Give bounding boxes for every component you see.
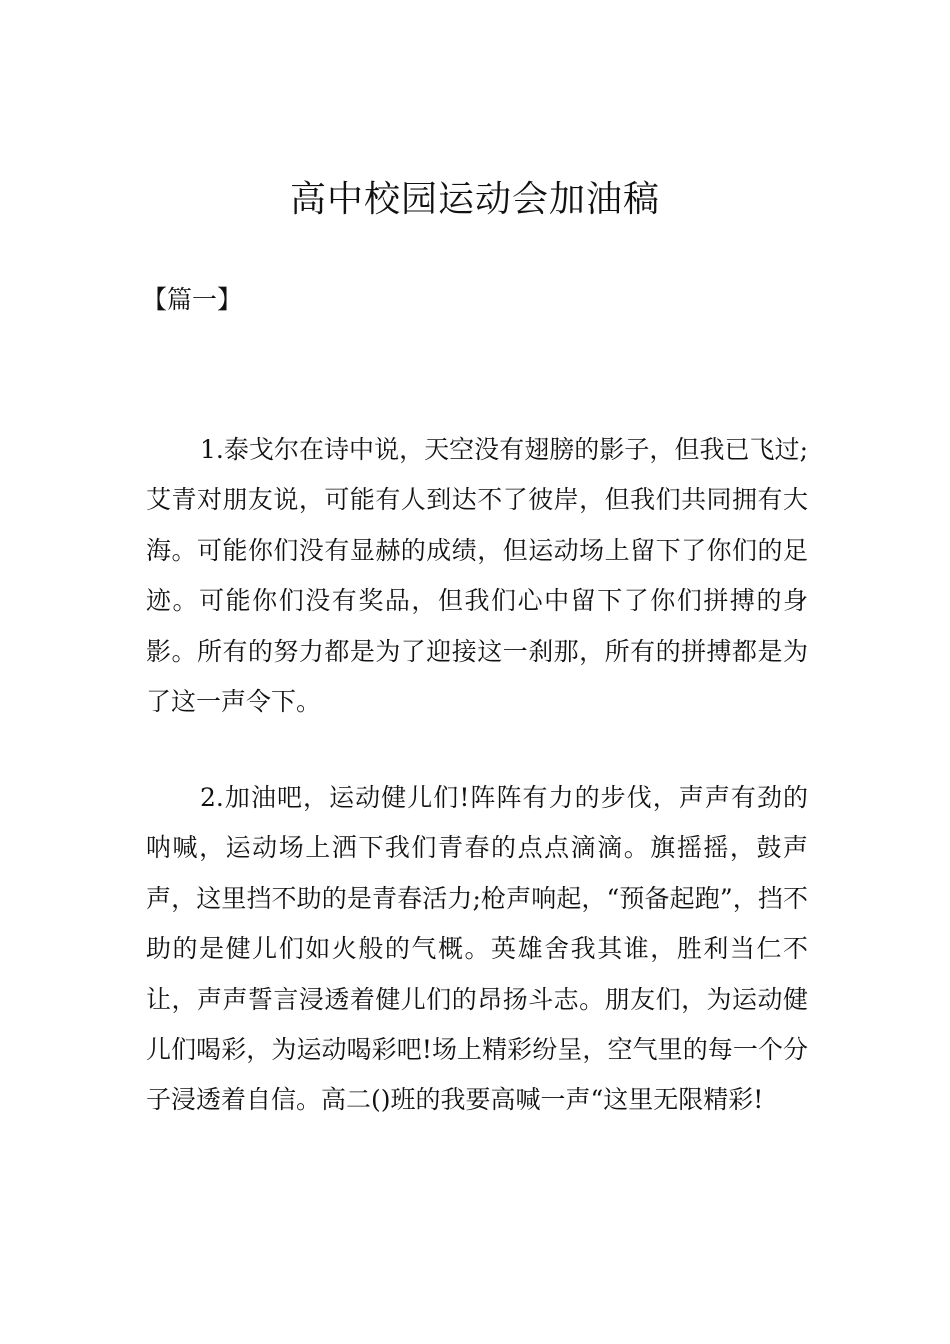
- paragraph-2: 2.加油吧，运动健儿们!阵阵有力的步伐，声声有劲的呐喊，运动场上洒下我们青春的点点滴滴。旗摇摇，鼓声声，这里挡不助的是青春活力;枪声响起，“预备起跑”，挡不助的是健儿们如火般的气概。英雄舍我其谁，胜利当仁不让，声声誓言浸透着健儿们的昂扬斗志。朋友们，为运动健儿们喝彩，为运动喝彩吧!场上精彩纷呈，空气里的每一个分子浸透着自信。高二()班的我要高喊一声“这里无限精彩!: [146, 783, 808, 1115]
- paragraph-1: 1.泰戈尔在诗中说，天空没有翅膀的影子，但我已飞过;艾青对朋友说，可能有人到达不了彼岸，但我们共同拥有大海。可能你们没有显赫的成绩，但运动场上留下了你们的足迹。可能你们没有奖品，但我们心中留下了你们拼搏的身影。所有的努力都是为了迎接这一刹那，所有的拼搏都是为了这一声令下。: [146, 435, 808, 717]
- section-label: 【篇一】: [142, 285, 243, 314]
- document-title: 高中校园运动会加油稿: [289, 179, 660, 220]
